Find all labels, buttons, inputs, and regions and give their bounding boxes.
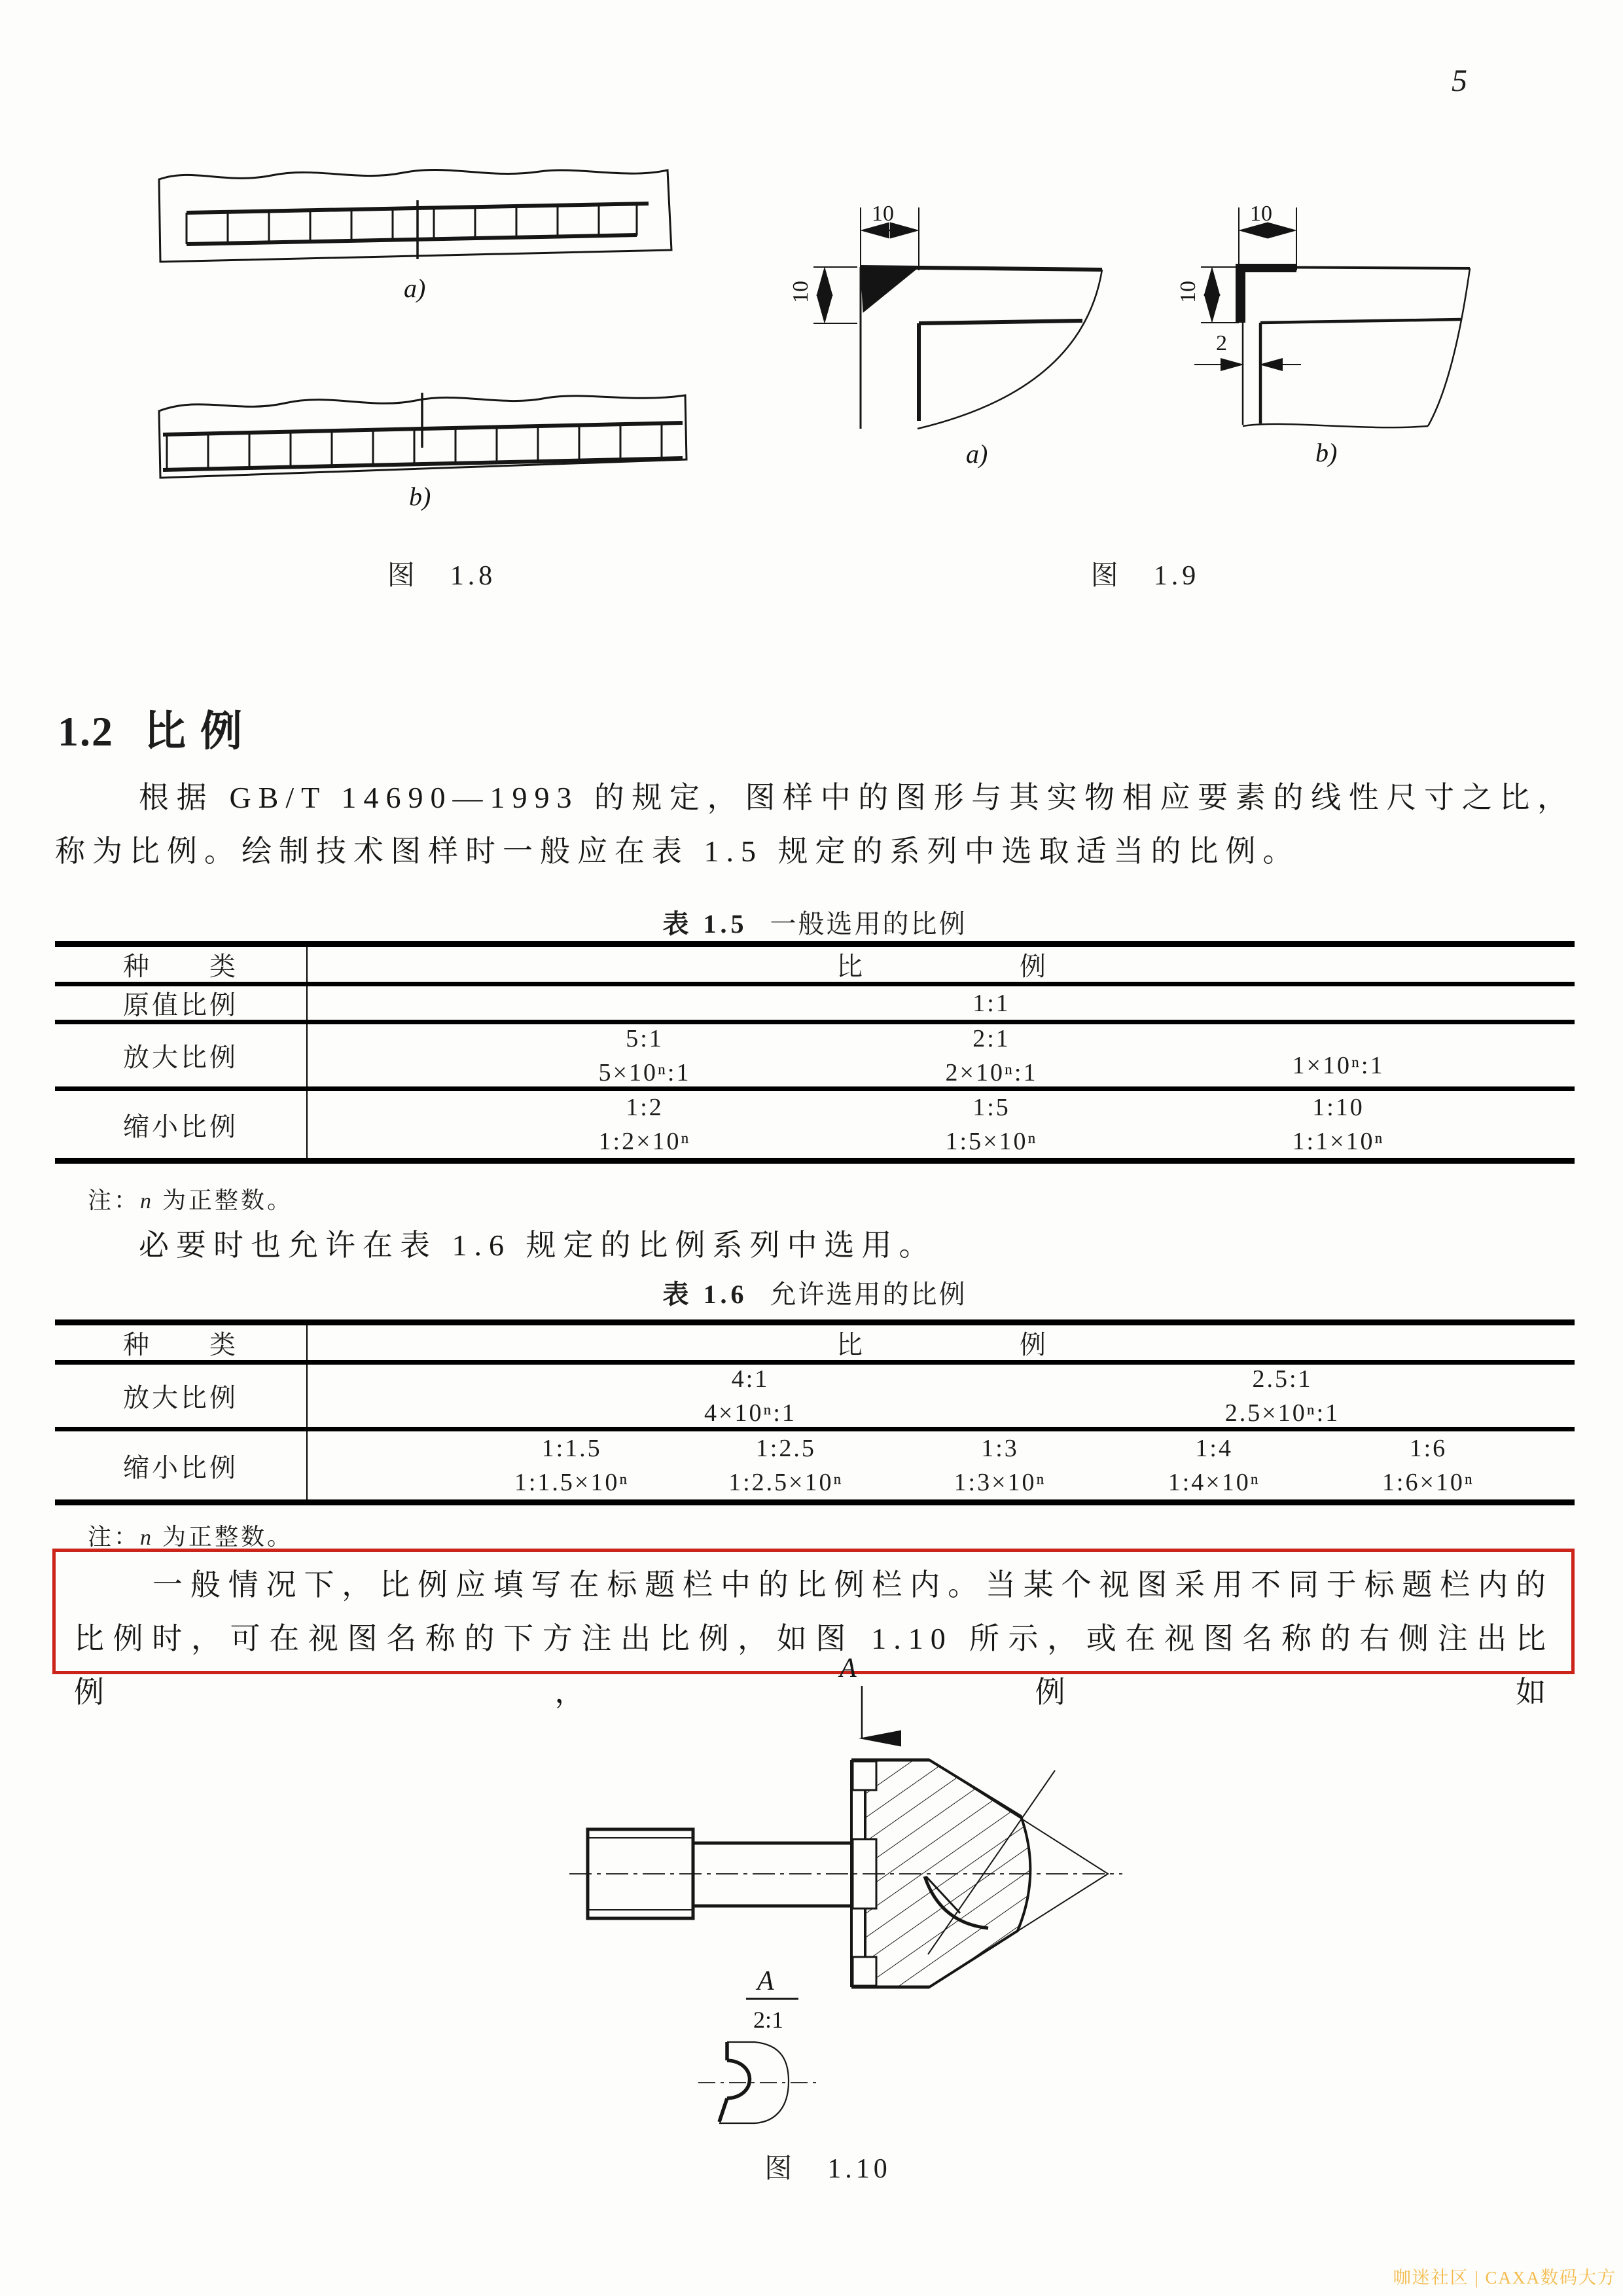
table16-cell: 1:3 1:3×10ⁿ (954, 1435, 1046, 1496)
fig19-detail-a (813, 207, 1102, 429)
figure-1-10-drawing (560, 1648, 1135, 2145)
table16-caption-text: 允许选用的比例 (770, 1280, 967, 1309)
table-row (55, 1091, 1575, 1158)
table15-cell: 1:2 1:2×10ⁿ (598, 1094, 691, 1155)
table15-cell: 2:1 2×10ⁿ:1 (945, 1024, 1038, 1086)
fig110-detail-scale: 2:1 (753, 2007, 784, 2033)
brick-row-a (187, 200, 649, 259)
fig19-caption: 图 1.9 (1090, 561, 1200, 591)
table16-note: 注：n 为正整数。 (88, 1524, 294, 1550)
fig18-sublabel-a: a) (404, 274, 426, 303)
table15-note: 注：n 为正整数。 (88, 1187, 294, 1213)
table16-col2-header: 比 例 (836, 1330, 1046, 1359)
table16-row2-label: 缩小比例 (55, 1431, 308, 1499)
section-title: 比例 (144, 708, 257, 755)
table16-cell: 2.5:1 2.5×10ⁿ:1 (1224, 1365, 1340, 1427)
table15-caption-text: 一般选用的比例 (770, 909, 967, 939)
table-row (55, 986, 1575, 1024)
fig19-sublabel-b: b) (1315, 438, 1338, 467)
figure-1-9-drawing (772, 193, 1518, 481)
fig110-head (588, 1829, 693, 1918)
fig110-detail-label: A (757, 1966, 774, 1996)
table16-col1-header: 种 类 (55, 1325, 308, 1360)
paragraph-table16-intro: 必要时也允许在表 1.6 规定的比例系列中选用。 (139, 1229, 936, 1262)
table16-caption-label: 表 1.6 (662, 1280, 748, 1309)
table15-caption-label: 表 1.5 (662, 909, 748, 939)
fig18-caption: 图 1.8 (387, 561, 497, 591)
table15-header-row (55, 947, 1575, 986)
watermark: 咖迷社区 | CAXA数码大方 (1393, 2268, 1616, 2287)
table15-row2-label: 放大比例 (55, 1024, 308, 1086)
fig110-caption: 图 1.10 (764, 2154, 891, 2184)
fig19-dim-b-gap: 2 (1216, 331, 1227, 355)
fig19-dim-b-left: 10 (1176, 281, 1200, 303)
fig19-dim-b-top: 10 (1250, 202, 1272, 226)
table16-cell: 1:2.5 1:2.5×10ⁿ (728, 1435, 844, 1496)
fig19-dim-a-left: 10 (789, 281, 813, 303)
table15-caption (55, 903, 1575, 941)
table-row (55, 1431, 1575, 1499)
table-row (55, 1365, 1575, 1431)
table16-caption (55, 1274, 1575, 1311)
page-number: 5 (1452, 63, 1467, 98)
fig19-dim-a-top: 10 (872, 202, 894, 226)
table16-cell: 1:4 1:4×10ⁿ (1168, 1435, 1260, 1496)
table-row (55, 1024, 1575, 1091)
fig19-detail-b (1194, 207, 1470, 427)
section-heading (58, 698, 257, 758)
table16-cell: 1:6 1:6×10ⁿ (1382, 1435, 1474, 1496)
table15-cell: 1:5 1:5×10ⁿ (945, 1094, 1038, 1155)
table16-cell: 1:1.5 1:1.5×10ⁿ (514, 1435, 630, 1496)
table15-col2-header: 比 例 (836, 952, 1046, 981)
table16-row1-label: 放大比例 (55, 1365, 308, 1427)
table16-header-row (55, 1325, 1575, 1365)
fig19-sublabel-a: a) (966, 439, 988, 469)
table15-cell: 5:1 5×10ⁿ:1 (598, 1024, 691, 1086)
fig110-shaft (693, 1843, 851, 1906)
figure-1-8-drawing (147, 152, 723, 518)
table15-row3-label: 缩小比例 (55, 1091, 308, 1158)
table16-cell: 4:1 4×10ⁿ:1 (704, 1365, 796, 1427)
table15-cell: 1:10 1:1×10ⁿ (1292, 1094, 1385, 1155)
section-number: 1.2 (58, 708, 114, 755)
table15-cell: 1×10ⁿ:1 (1292, 1052, 1385, 1079)
table-1-5 (55, 941, 1575, 1164)
table15-cell: 1:1 (972, 989, 1010, 1017)
fig110-detail-shape (698, 2042, 818, 2123)
fig18-sublabel-b: b) (409, 482, 431, 511)
paragraph-scale-definition: 根据 GB/T 14690—1993 的规定，图样中的图形与其实物相应要素的线性尺寸之比，称为比例。绘制技术图样时一般应在表 1.5 规定的系列中选取适当的比例。 (55, 781, 1575, 868)
fig110-body (569, 1760, 1122, 1987)
fig110-view-arrow-label: A (840, 1653, 857, 1683)
paragraph-scale-annotation: 一般情况下，比例应填写在标题栏中的比例栏内。当某个视图采用不同于标题栏内的比例时，可在视图名称的下方注出比例，如图 1.10 所示，或在视图名称的右侧注出比例，例如 (74, 1568, 1553, 1709)
table15-col1-header: 种 类 (55, 947, 308, 982)
table-1-6 (55, 1319, 1575, 1505)
table15-row1-label: 原值比例 (55, 986, 308, 1020)
brick-row-b (163, 393, 683, 470)
